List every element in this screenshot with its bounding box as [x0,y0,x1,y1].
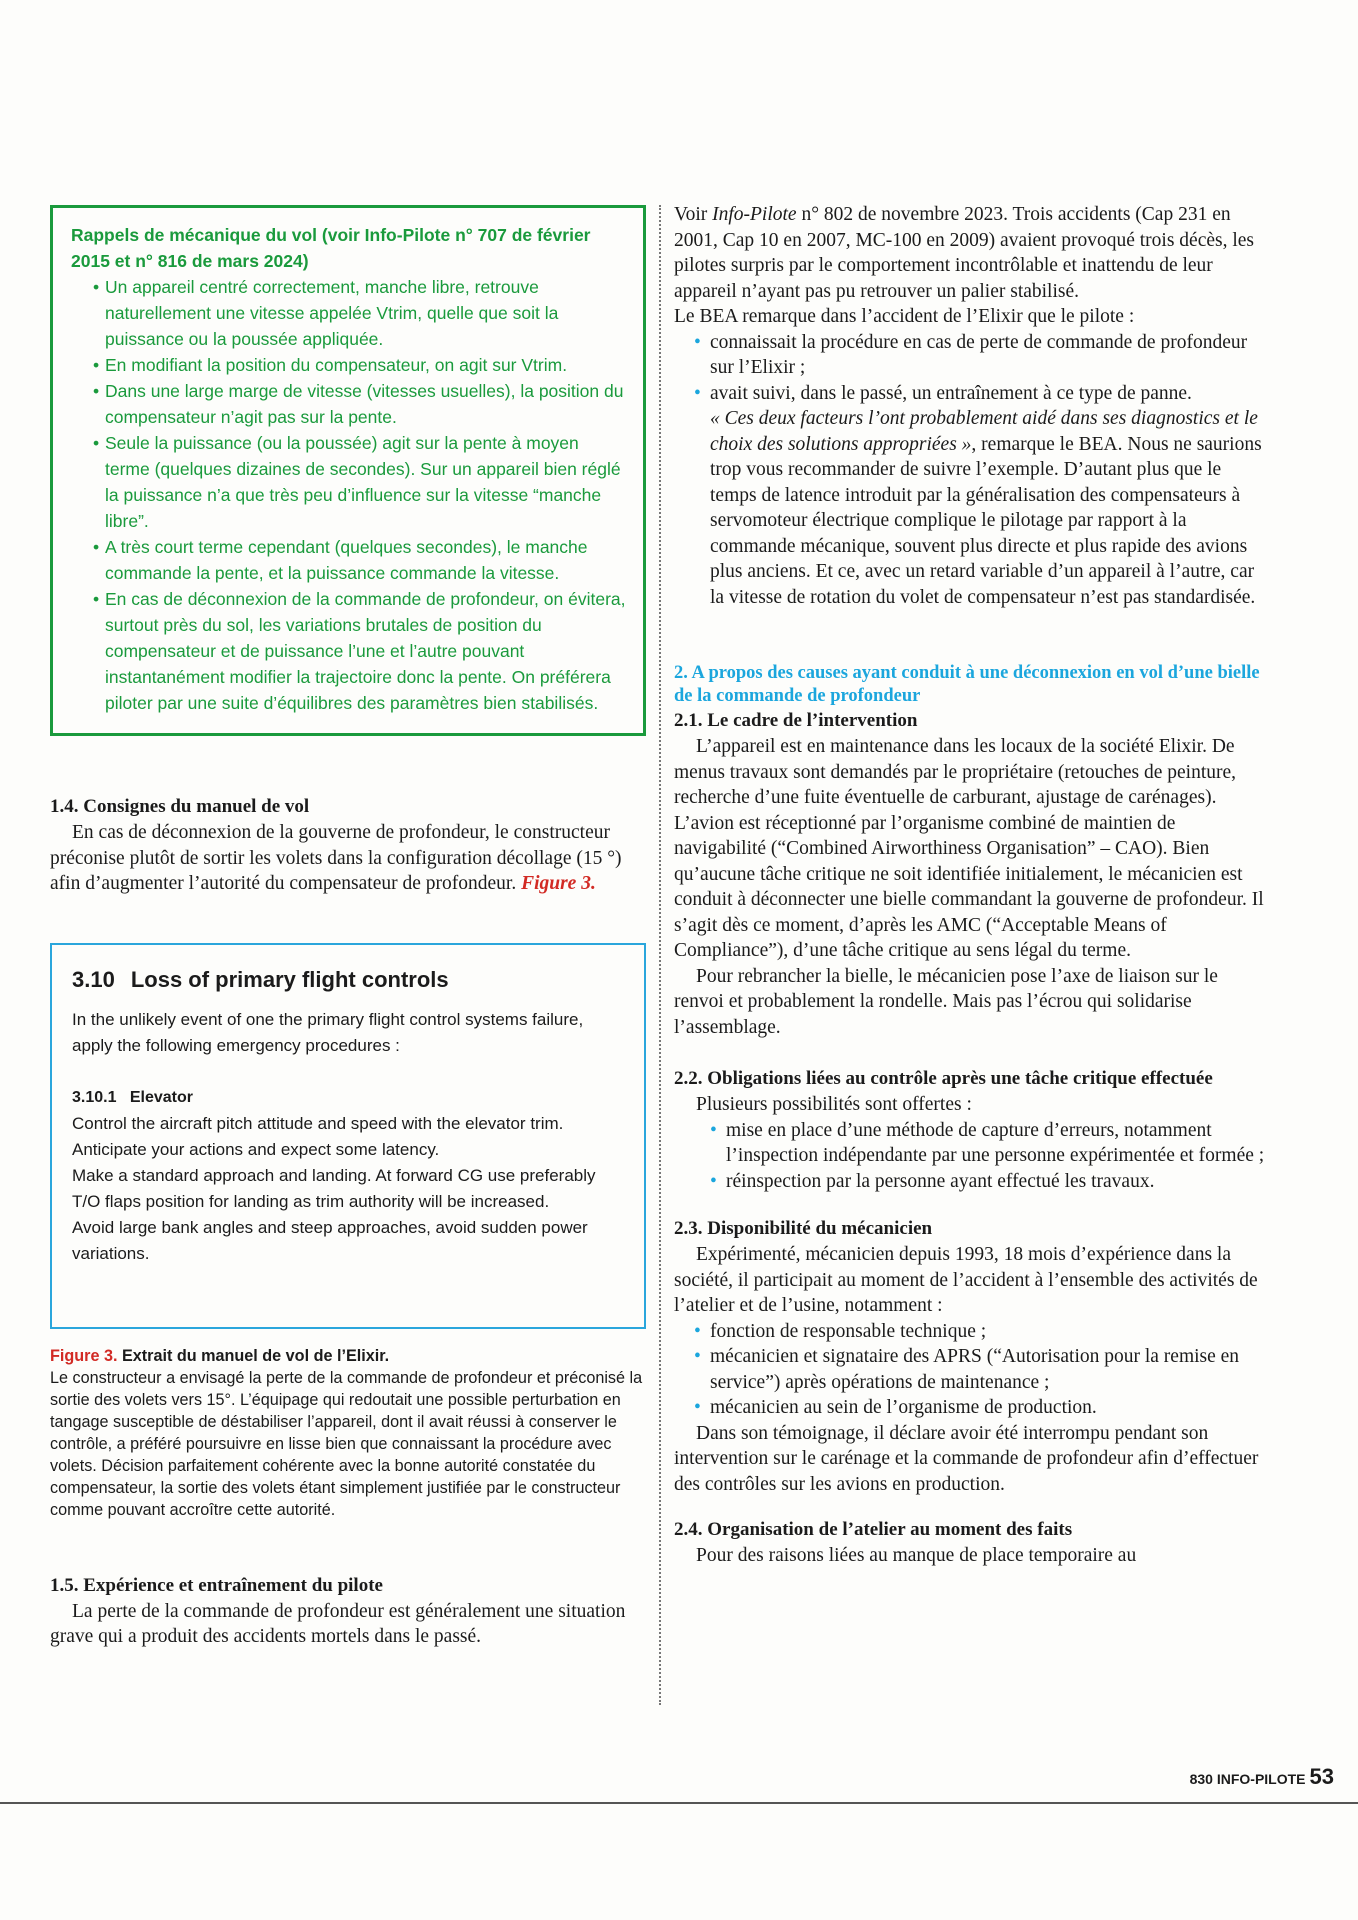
reminder-item: • Seule la puissance (ou la poussée) agit sur la pente à moyen terme (quelques dizaines de secondes). Sur un appareil bien réglé la puissance n’a que très peu d’influence sur la vitesse “manche libre”. [93,430,627,534]
section-2-1-p1 [674,734,1268,964]
caption-title: Extrait du manuel de vol de l’Elixir. [121,1346,390,1365]
issue-label: 830 INFO-PILOTE [1189,1771,1306,1787]
flight-manual-extract-box [50,943,646,1329]
section-2-1-heading: 2.1. Le cadre de l’intervention [674,710,918,731]
manual-subsection-title [72,1085,626,1111]
bea-list [674,330,1268,407]
section-2-3-p2-text: Dans son témoignage, il déclare avoir été interrompu pendant son intervention sur le carénage et la commande de profondeur afin d’effectuer des contrôles sur les avions en production. [674,1422,1259,1495]
section-2-3-heading: 2.3. Disponibilité du mécanicien [674,1218,933,1239]
section-2-4-body: Pour des raisons liées au manque de place temporaire au [696,1545,1137,1566]
section-2-1-p2-text: Pour rebrancher la bielle, le mécanicien pose l’axe de liaison sur le renvoi et probablement la rondelle. Mais pas l’écrou qui solidarise l’assemblage. [674,965,1218,1038]
page-footer [1190,1764,1334,1790]
section-1-5-body: La perte de la commande de profondeur est généralement une situation grave qui a produit des accidents mortels dans le passé. [50,1600,626,1647]
section-2-3-p2 [674,1421,1268,1498]
column-divider [659,205,661,1705]
bea-intro: Le BEA remarque dans l’accident de l’Elixir que le pilote : [674,306,1135,327]
accidents-paragraph [674,202,1268,304]
left-column [50,205,646,1650]
manual-subsection-name: Elevator [129,1088,193,1106]
section-2-2-intro [674,1092,1268,1118]
page-number: 53 [1309,1764,1334,1789]
section-2-2-list [674,1118,1268,1195]
manual-section-title [72,967,626,993]
section-2-3-item: • mécanicien au sein de l’organisme de production. [674,1395,1268,1421]
bea-item: • avait suivi, dans le passé, un entraînement à ce type de panne. [674,381,1268,407]
reminder-item: • En cas de déconnexion de la commande de profondeur, on évitera, surtout près du sol, les variations brutales de position du compensateur et de puissance l’une et l’autre pouvant instantanément modifier la trajectoire donc la pente. On préférera piloter par une suite d’équilibres des paramètres bien stabilisés. [93,586,627,716]
section-2-3-item: • mécanicien et signataire des APRS (“Autorisation pour la remise en service”) après opérations de maintenance ; [674,1344,1268,1395]
intro-magazine-name: Info-Pilote [712,204,797,225]
section-2-2-item: • réinspection par la personne ayant effectué les travaux. [674,1169,1268,1195]
section-2-1-p2 [674,964,1268,1041]
manual-intro: In the unlikely event of one the primary flight control systems failure, apply the following emergency procedures : [72,1009,584,1055]
bea-item: • connaissait la procédure en cas de perte de commande de profondeur sur l’Elixir ; [674,330,1268,381]
section-2-2-heading: 2.2. Obligations liées au contrôle après une tâche critique effectuée [674,1068,1213,1089]
figure-3-reference[interactable]: Figure 3. [521,873,596,894]
reminder-title: Rappels de mécanique du vol (voir Info-Pilote n° 707 de février 2015 et n° 816 de mars 2024) [71,225,591,271]
section-1-5-heading: 1.5. Expérience et entraînement du pilote [50,1574,383,1596]
section-2-3-p1 [674,1242,1268,1319]
manual-subsection-number: 3.10.1 [72,1088,117,1106]
section-2-3-item: • fonction de responsable technique ; [674,1319,1268,1345]
section-1-4-heading: 1.4. Consignes du manuel de vol [50,796,310,817]
reminder-item: • Dans une large marge de vitesse (vitesses usuelles), la position du compensateur n’agit pas sur la pente. [93,378,627,430]
bea-quote-tail: , remarque le BEA. Nous ne saurions trop vous recommander de suivre l’exemple. D’autant plus que le temps de latence introduit par la généralisation des compensateurs à servomoteur électrique complique le pilotage par rapport à la commande mécanique, souvent plus directe et plus rapide des avions plus anciens. Et ce, avec un retard variable d’un appareil à l’autre, car la vitesse de rotation du volet de compensateur n’est pas standardisée. [710,433,1262,608]
manual-line: Avoid large bank angles and steep approaches, avoid sudden power variations. [72,1217,588,1263]
manual-section-number: 3.10 [72,966,115,992]
caption-text: Le constructeur a envisagé la perte de la commande de profondeur et préconisé la sortie des volets vers 15°. L’équipage qui redoutait une possible perturbation en tangage susceptible de déstabiliser l’appareil, dont il avait réussi à conserver le contrôle, a préféré poursuivre en lisse bien que connaissant la procédure avec volets. Décision parfaitement cohérente avec la bonne autorité constatée du compensateur, la sortie des volets étant simplement justifiée par le constructeur comme pouvant accroître cette autorité. [50,1368,643,1519]
reminder-item: • En modifiant la position du compensateur, on agit sur Vtrim. [93,352,627,378]
section-2-4-text [674,1543,1268,1569]
section-2-4-heading: 2.4. Organisation de l’atelier au moment des faits [674,1519,1073,1540]
manual-section-name: Loss of primary flight controls [130,966,449,992]
right-column [674,202,1268,1569]
figure-3-caption [50,1345,646,1521]
caption-label: Figure 3. [50,1346,118,1365]
section-2-3-list [674,1319,1268,1421]
section-2-heading: 2. A propos des causes ayant conduit à une déconnexion en vol d’une bielle de la commande de profondeur [674,663,1260,706]
reminder-item: • A très court terme cependant (quelques secondes), le manche commande la pente, et la puissance commande la vitesse. [93,534,627,586]
bea-quote-paragraph [674,406,1268,610]
flight-mechanics-reminder-box [50,205,646,736]
manual-line: Make a standard approach and landing. At forward CG use preferably T/O flaps position for landing as trim authority will be increased. [72,1165,596,1211]
bottom-rule [0,1802,1358,1804]
reminder-list [71,274,627,716]
intro-prefix: Voir [674,204,713,225]
section-1-4-body: En cas de déconnexion de la gouverne de profondeur, le constructeur préconise plutôt de sortir les volets dans la configuration décollage (15 °) afin d’augmenter l’autorité du compensateur de profondeur. [50,822,622,894]
section-2-1-p1-text: L’appareil est en maintenance dans les locaux de la société Elixir. De menus travaux sont demandés par le propriétaire (retouches de peinture, recherche d’une fuite éventuelle de carburant, ajustage de carénages). L’avion est réceptionné par l’organisme combiné de maintien de navigabilité (“Combined Airworthiness Organisation” – CAO). Bien qu’aucune tâche critique ne soit identifiée initialement, le mécanicien est conduit à déconnecter une bielle commandant la gouverne de profondeur. Il s’agit dès ce moment, d’après les AMC (“Acceptable Means of Compliance”), d’une tâche critique au sens légal du terme. [674,736,1264,961]
manual-line: Control the aircraft pitch attitude and speed with the elevator trim. Anticipate your actions and expect some latency. [72,1113,564,1159]
section-1-4-text [50,820,646,897]
section-2-2-intro-text: Plusieurs possibilités sont offertes : [696,1094,972,1115]
section-1-5-text [50,1599,646,1650]
bea-quote: « Ces deux facteurs l’ont probablement aidé dans ses diagnostics et le choix des solutions appropriées » [710,408,1258,455]
reminder-item: • Un appareil centré correctement, manche libre, retrouve naturellement une vitesse appelée Vtrim, quelle que soit la puissance ou la poussée appliquée. [93,274,627,352]
section-2-2-item: • mise en place d’une méthode de capture d’erreurs, notamment l’inspection indépendante par une personne expérimentée et formée ; [674,1118,1268,1169]
section-2-3-p1-text: Expérimenté, mécanicien depuis 1993, 18 mois d’expérience dans la société, il participait au moment de l’accident à l’ensemble des activités de l’atelier et de l’usine, notamment : [674,1244,1258,1316]
intro-text: n° 802 de novembre 2023. Trois accidents (Cap 231 en 2001, Cap 10 en 2007, MC-100 en 2009) avaient provoqué trois décès, les pilotes surpris par le comportement incontrôlable et inattendu de leur appareil n’ayant pas pu retrouver un palier stabilisé. [674,204,1255,302]
